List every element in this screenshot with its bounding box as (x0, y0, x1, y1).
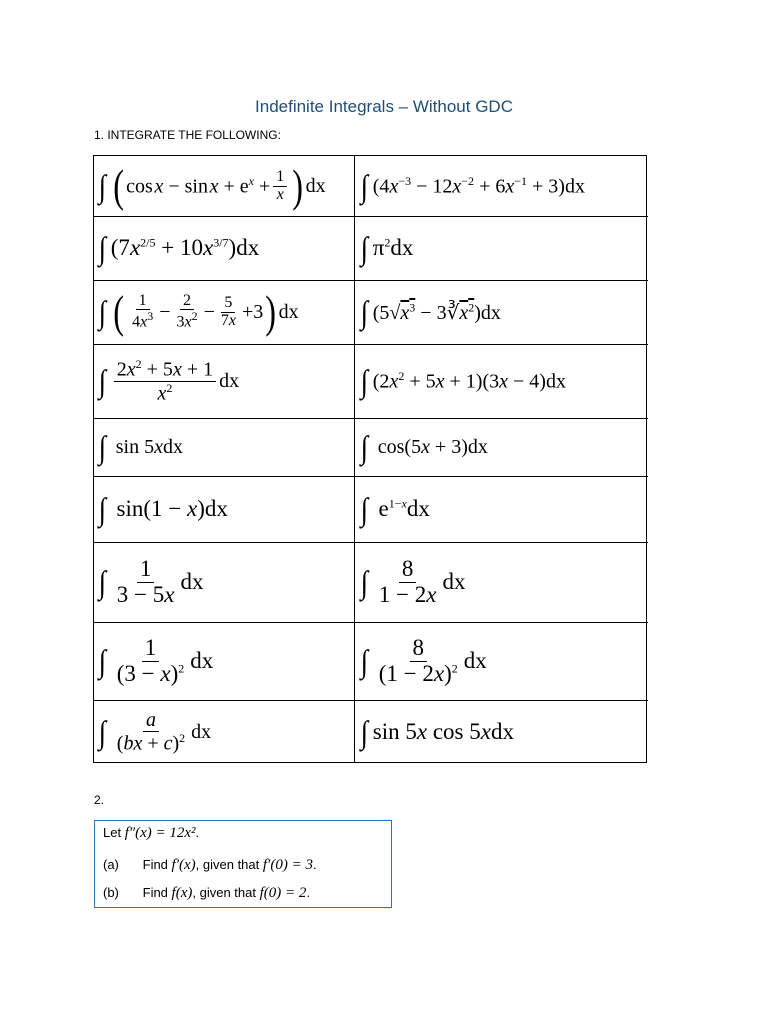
integral-13: ∫ $\frac{1}{3 - 5x}$ dx (98, 556, 204, 607)
integral-17: ∫ $\frac{a}{(bx + c)^2}$ dx (98, 708, 212, 755)
integrals-table (93, 155, 647, 763)
question-2-label: 2. (94, 793, 105, 807)
page-title: Indefinite Integrals – Without GDC (255, 97, 513, 116)
integral-2: ∫ $(4x^{-3} - 12x^{-2} + 6x^{-1} + 3)dx$ (360, 168, 585, 204)
integral-10: ∫ cos(5x + 3)dx (360, 429, 488, 465)
table-divider (354, 156, 355, 762)
let-math: f″(x) = 12x² (124, 825, 196, 841)
integral-9: ∫ sin 5xdx (98, 429, 183, 465)
integral-7: ∫ $\frac{2x^2 + 5x + 1}{x^2}$ dx (98, 356, 240, 405)
integral-16: ∫ $\frac{8}{(1 - 2x)^2}$ dx (360, 635, 487, 686)
integral-12: ∫ $e^{1-x}dx$ (360, 491, 430, 527)
integral-15: ∫ $\frac{1}{(3 - x)^2}$ dx (98, 635, 214, 686)
integral-1: ∫ ( cos x − sin $x + e^x$ + $\frac{1}{x}$ ) dx (98, 160, 326, 211)
integral-5: ∫ ( $\frac{1}{4x^3}$ − $\frac{2}{3x^2}$ − $\frac{5}{7x}$ +3 ) dx (98, 286, 299, 337)
question-2-box: Let f″(x) = 12x². (a) Find f′(x), given that f′(0) = 3. (b) Find f(x), given that f(0) = 2. (94, 820, 392, 908)
integral-14: ∫ $\frac{8}{1 - 2x}$ dx (360, 556, 466, 607)
integral-18: ∫ sin 5x cos 5xdx (360, 714, 514, 750)
integral-4: ∫ $\pi^2dx$ (360, 230, 414, 266)
question-1-label: 1. INTEGRATE THE FOLLOWING: (94, 128, 281, 142)
integral-8: ∫ $(2x^2 + 5x + 1)(3x - 4)dx$ (360, 363, 566, 399)
integral-11: ∫ sin(1 − x)dx (98, 491, 228, 527)
integral-6: ∫ ($5√x^3$ − $3∛x^2)dx$ (360, 294, 501, 330)
integral-3: ∫ $(7x^{2/5} + 10x^{3/7})dx$ (98, 230, 260, 266)
